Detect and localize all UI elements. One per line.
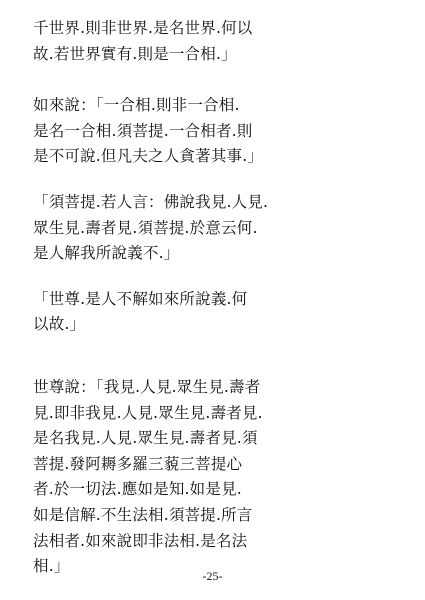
- text-line: 「須菩提.若人言：佛說我見.人見.: [33, 192, 269, 211]
- text-line: 如是信解.不生法相.須菩提.所言: [33, 505, 253, 524]
- paragraph-3: [33, 190, 381, 267]
- text-line: 千世界.則非世界.是名世界.何以: [33, 19, 253, 37]
- text-line: 「世尊.是人不解如來所說義.何: [33, 289, 248, 308]
- text-line: 相.」: [33, 557, 70, 576]
- text-line: 是不可說.但凡夫之人貪著其事.」: [33, 147, 264, 166]
- text-line: 者.於一切法.應如是知.如是見.: [33, 480, 242, 499]
- paragraph-4: [33, 287, 381, 338]
- text-line: 世尊說：「我見.人見.眾生見.壽者: [33, 377, 261, 396]
- text-line: 菩提.發阿耨多羅三藐三菩提心: [33, 454, 243, 473]
- page-number: -25-: [202, 569, 223, 583]
- text-line: 以故.」: [33, 315, 86, 334]
- text-line: 如來說：「一合相.則非一合相.: [33, 96, 240, 115]
- text-line: 見.即非我見.人見.眾生見.壽者見.: [33, 403, 263, 422]
- text-line: 是名我見.人見.眾生見.壽者見.須: [33, 429, 258, 448]
- paragraph-2: [33, 93, 381, 170]
- paragraph-5: [33, 375, 381, 580]
- paragraph-1: [33, 16, 381, 67]
- text-line: 是名一合相.須菩提.一合相者.則: [33, 121, 253, 140]
- text-line: 眾生見.壽者見.須菩提.於意云何.: [33, 218, 258, 237]
- text-line: 故.若世界實有.則是一合相.」: [33, 44, 237, 63]
- text-line: 是人解我所說義不.」: [33, 244, 180, 263]
- text-line: 法相者.如來說即非法相.是名法: [33, 531, 248, 550]
